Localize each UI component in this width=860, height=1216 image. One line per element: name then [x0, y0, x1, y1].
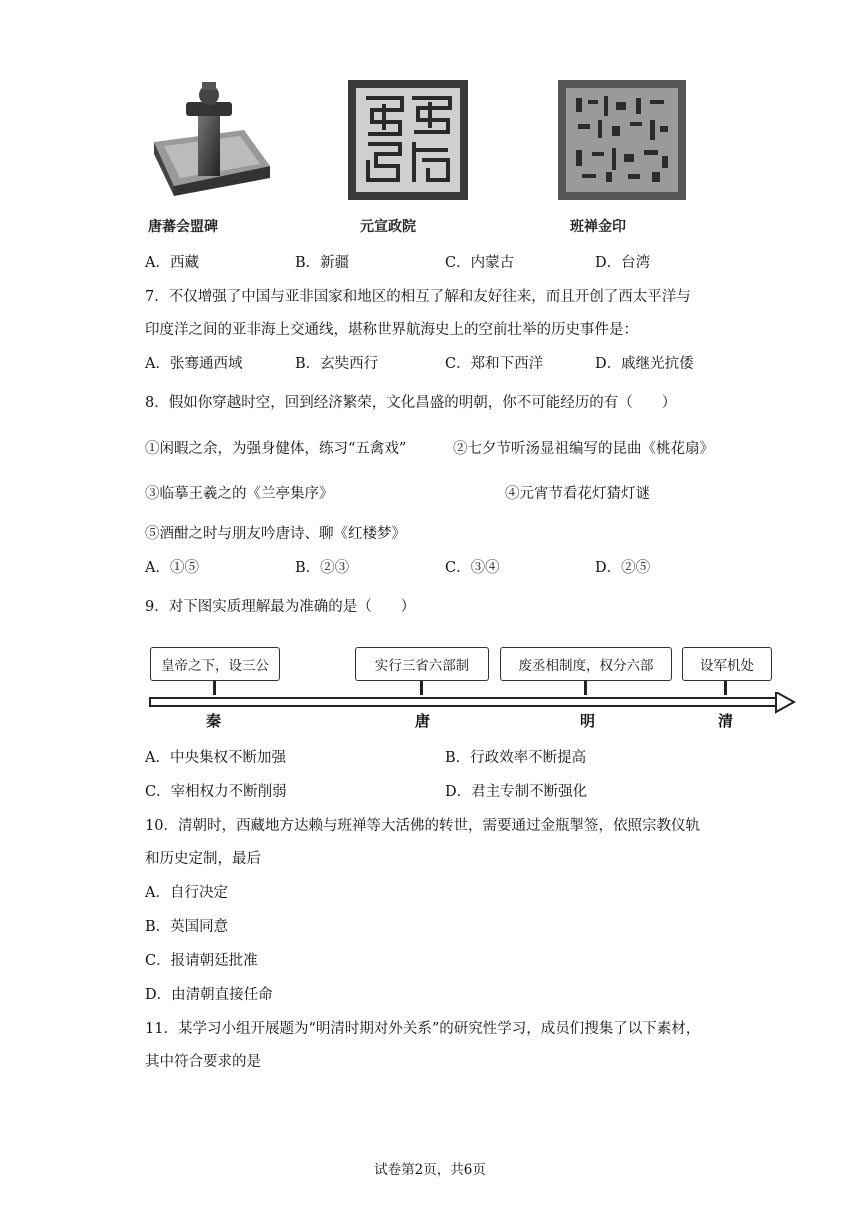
q8-item-4: ④元宵节看花灯猜灯谜 — [505, 486, 650, 502]
page-footer: 试卷第2页，共6页 — [374, 1162, 486, 1178]
era-label-ming: 明 — [580, 712, 596, 730]
q8-item-3: ③临摹王羲之的《兰亭集序》 — [145, 486, 334, 502]
q9-option-a[interactable]: A．中央集权不断加强 — [145, 750, 286, 766]
q11-stem-line2: 其中符合要求的是 — [145, 1054, 261, 1070]
timeline-box-tang: 实行三省六部制 — [355, 647, 489, 681]
q10-option-b[interactable]: B．英国同意 — [145, 919, 229, 935]
q8-stem: 8．假如你穿越时空，回到经济繁荣，文化昌盛的明朝，你不可能经历的有（ ） — [145, 395, 677, 411]
era-label-tang: 唐 — [415, 712, 431, 730]
q8-option-b[interactable]: B．②③ — [295, 560, 350, 576]
q6-option-d[interactable]: D．台湾 — [595, 255, 651, 271]
yuan-xuanzheng-seal-icon — [348, 80, 468, 200]
q6-option-a[interactable]: A．西藏 — [145, 255, 199, 271]
timeline-tick-ming — [584, 681, 587, 695]
q10-option-c[interactable]: C．报请朝廷批准 — [145, 953, 258, 969]
q9-option-b[interactable]: B．行政效率不断提高 — [445, 750, 587, 766]
q7-stem-line2: 印度洋之间的亚非海上交通线，堪称世界航海史上的空前壮举的历史事件是： — [145, 322, 638, 338]
q7-option-c[interactable]: C．郑和下西洋 — [445, 356, 544, 372]
q9-option-d[interactable]: D．君主专制不断强化 — [445, 784, 588, 800]
image-caption-yuan: 元宣政院 — [360, 219, 416, 235]
timeline-box-ming: 废丞相制度，权分六部 — [500, 647, 672, 681]
q10-stem-line1: 10．清朝时，西藏地方达赖与班禅等大活佛的转世，需要通过金瓶掣签，依照宗教仪轨 — [145, 818, 700, 834]
q10-stem-line2: 和历史定制，最后 — [145, 851, 261, 867]
timeline-tick-tang — [420, 681, 423, 695]
timeline-tick-qing — [724, 681, 727, 695]
q9-stem: 9．对下图实质理解最为准确的是（ ） — [145, 599, 416, 615]
image-caption-stele: 唐蕃会盟碑 — [148, 219, 218, 235]
timeline-axis-arrow — [148, 692, 796, 716]
q8-option-d[interactable]: D．②⑤ — [595, 560, 651, 576]
q7-option-a[interactable]: A．张骞通西域 — [145, 356, 243, 372]
q10-option-a[interactable]: A．自行决定 — [145, 885, 228, 901]
q7-option-d[interactable]: D．戚继光抗倭 — [595, 356, 694, 372]
timeline-tick-qin — [213, 681, 216, 695]
q8-item-2: ②七夕节听汤显祖编写的昆曲《桃花扇》 — [453, 441, 714, 457]
q11-stem-line1: 11．某学习小组开展题为“明清时期对外关系”的研究性学习，成员们搜集了以下素材， — [145, 1021, 701, 1037]
q10-option-d[interactable]: D．由清朝直接任命 — [145, 987, 273, 1003]
q6-option-b[interactable]: B．新疆 — [295, 255, 350, 271]
q7-option-b[interactable]: B．玄奘西行 — [295, 356, 379, 372]
q8-item-5: ⑤酒酣之时与朋友吟唐诗、聊《红楼梦》 — [145, 526, 406, 542]
image-caption-panchen: 班禅金印 — [570, 219, 626, 235]
q8-option-a[interactable]: A．①⑤ — [145, 560, 199, 576]
q7-stem-line1: 7．不仅增强了中国与亚非国家和地区的相互了解和友好往来，而且开创了西太平洋与 — [145, 289, 691, 305]
yuan-seal-image — [348, 80, 468, 200]
q9-option-c[interactable]: C．宰相权力不断削弱 — [145, 784, 287, 800]
q8-item-1: ①闲暇之余，为强身健体，练习“五禽戏” — [145, 441, 407, 457]
panchen-gold-seal-icon — [558, 80, 686, 200]
q6-option-c[interactable]: C．内蒙古 — [445, 255, 515, 271]
timeline-box-qin: 皇帝之下，设三公 — [150, 647, 280, 681]
q8-option-c[interactable]: C．③④ — [445, 560, 500, 576]
stele-image — [148, 82, 272, 200]
era-label-qin: 秦 — [206, 712, 222, 730]
timeline-box-qing: 设军机处 — [682, 647, 772, 681]
tang-tibet-alliance-stele-icon — [148, 82, 272, 200]
panchen-seal-image — [558, 80, 686, 200]
era-label-qing: 清 — [718, 712, 734, 730]
